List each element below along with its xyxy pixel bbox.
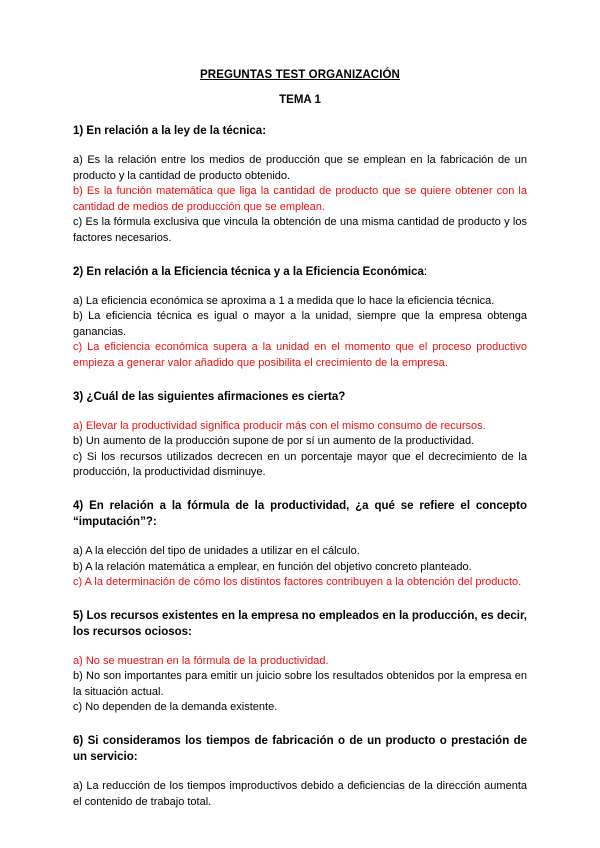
question-title-text: 5) Los recursos existentes en la empresa no empleados en la producción, es decir, los recursos ociosos: [73, 609, 527, 638]
question-title-text: 3) ¿Cuál de las siguientes afirmaciones es cierta? [73, 390, 346, 403]
question-6 [73, 733, 527, 810]
question-title [73, 123, 527, 139]
question-title [73, 264, 527, 280]
question-title-text: 2) En relación a la Eficiencia técnica y a la Eficiencia Económica [73, 265, 424, 278]
answer-option: c) Si los recursos utilizados decrecen en un porcentaje mayor que el decrecimiento de la producción, la productividad disminuye. [73, 450, 527, 479]
question-4 [73, 498, 527, 591]
question-title [73, 498, 527, 530]
question-title [73, 389, 527, 405]
question-2 [73, 264, 527, 372]
question-title [73, 608, 527, 640]
answer-option: a) La reducción de los tiempos improductivos debido a deficiencias de la dirección aumenta el contenido de trabajo total. [73, 780, 527, 808]
answer-option-correct: c) La eficiencia económica supera a la unidad en el momento que el proceso productivo empieza a generar valor añadido que posibilita el crecimiento de la empresa. [73, 341, 527, 369]
answer-option: b) No son importantes para emitir un juicio sobre los resultados obtenidos por la empresa en la situación actual. [73, 670, 527, 698]
question-title-suffix: : [423, 265, 428, 278]
question-1 [73, 123, 527, 247]
option-list [73, 294, 527, 372]
question-title-text: 1) En relación a la ley de la técnica: [73, 125, 267, 137]
answer-option: a) A la elección del tipo de unidades a utilizar en el cálculo. [73, 544, 360, 557]
question-title-text: 4) En relación a la fórmula de la productividad, ¿a qué se refiere el concepto “imputación”?: [73, 499, 527, 528]
question-3 [73, 389, 527, 481]
question-title-text: 6) Si consideramos los tiempos de fabricación o de un producto o prestación de un servicio: [73, 735, 527, 764]
answer-option: a) La eficiencia económica se aproxima a 1 a medida que lo hace la eficiencia técnica. [73, 294, 495, 307]
answer-option-correct: a) No se muestran en la fórmula de la productividad. [73, 654, 329, 667]
option-list [73, 654, 527, 716]
answer-option-correct: a) Elevar la productividad significa producir más con el mismo consumo de recursos. [73, 419, 486, 432]
answer-option: c) No dependen de la demanda existente. [73, 701, 278, 714]
option-list [73, 153, 527, 247]
question-list [73, 123, 527, 810]
answer-option-correct: c) A la determinación de cómo los distintos factores contribuyen a la obtención del producto. [73, 576, 522, 589]
section-heading: TEMA 1 [279, 94, 321, 106]
answer-option-correct: b) Es la función matemática que liga la cantidad de producto que se quiere obtener con la cantidad de medios de producción que se emplean. [73, 185, 527, 213]
option-list [73, 544, 527, 591]
option-list [73, 419, 527, 481]
document-title: PREGUNTAS TEST ORGANIZACIÓN [200, 69, 400, 81]
answer-option: b) A la relación matemática a emplear, en función del objetivo concreto planteado. [73, 560, 472, 573]
answer-option: a) Es la relación entre los medios de producción que se emplean en la fabricación de un producto y la cantidad de producto obtenido. [73, 154, 527, 182]
answer-option: b) La eficiencia técnica es igual o mayor a la unidad, siempre que la empresa obtenga ganancias. [73, 310, 527, 338]
option-list [73, 779, 527, 810]
answer-option: b) Un aumento de la producción supone de por sí un aumento de la productividad. [73, 435, 475, 448]
answer-option: c) Es la fórmula exclusiva que vincula la obtención de una misma cantidad de producto y los factores necesarios. [73, 216, 527, 244]
question-5 [73, 608, 527, 716]
question-title [73, 733, 527, 765]
